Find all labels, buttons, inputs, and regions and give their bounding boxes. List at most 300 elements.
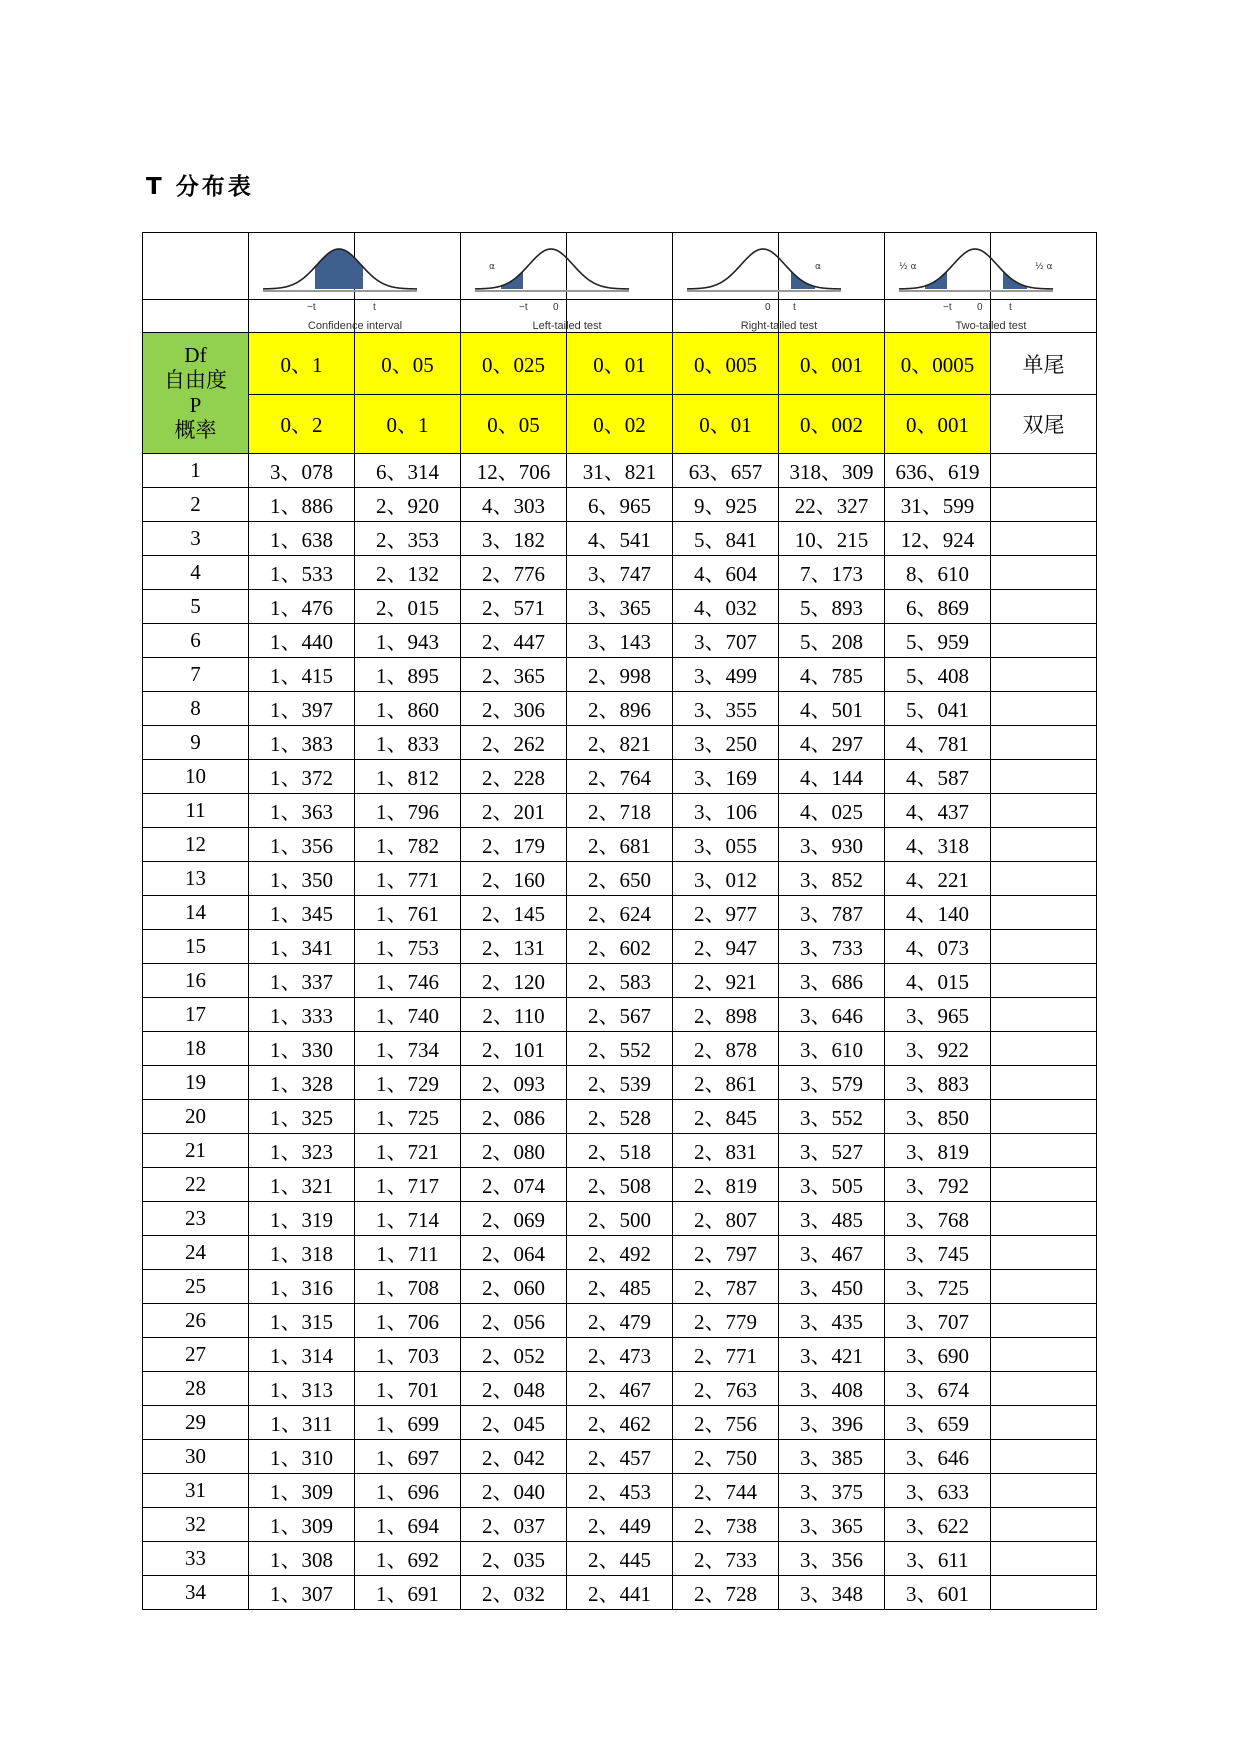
critical-value-cell: 2、445 (567, 1542, 673, 1576)
critical-value-cell: 2、132 (355, 556, 461, 590)
table-row (143, 556, 1097, 590)
critical-value-cell: 3、579 (779, 1066, 885, 1100)
critical-value-cell: 3、385 (779, 1440, 885, 1474)
critical-value-cell: 1、714 (355, 1202, 461, 1236)
one-tail-header-row (143, 333, 1097, 395)
critical-value-cell: 4、297 (779, 726, 885, 760)
one-tail-p: 0、025 (461, 333, 567, 395)
critical-value-cell: 2、064 (461, 1236, 567, 1270)
critical-value-cell: 1、761 (355, 896, 461, 930)
critical-value-cell: 2、861 (673, 1066, 779, 1100)
caption-left: Left-tailed test (532, 320, 602, 332)
critical-value-cell: 3、435 (779, 1304, 885, 1338)
critical-value-cell: 2、896 (567, 692, 673, 726)
critical-value-cell: 1、345 (249, 896, 355, 930)
critical-value-cell: 2、571 (461, 590, 567, 624)
critical-value-cell: 2、819 (673, 1168, 779, 1202)
table-row (143, 1202, 1097, 1236)
critical-value-cell: 3、646 (885, 1440, 991, 1474)
critical-value-cell: 1、319 (249, 1202, 355, 1236)
critical-value-cell: 2、845 (673, 1100, 779, 1134)
critical-value-cell: 2、074 (461, 1168, 567, 1202)
critical-value-cell: 2、120 (461, 964, 567, 998)
axis-zero: 0 (553, 302, 559, 313)
critical-value-cell: 1、328 (249, 1066, 355, 1100)
critical-value-cell: 2、110 (461, 998, 567, 1032)
critical-value-cell: 1、341 (249, 930, 355, 964)
table-row (143, 488, 1097, 522)
critical-value-cell: 2、032 (461, 1576, 567, 1610)
critical-value-cell: 2、728 (673, 1576, 779, 1610)
empty-cell (991, 1270, 1097, 1304)
critical-value-cell: 3、485 (779, 1202, 885, 1236)
empty-cell (991, 692, 1097, 726)
critical-value-cell: 3、012 (673, 862, 779, 896)
critical-value-cell: 4、303 (461, 488, 567, 522)
empty-cell (991, 760, 1097, 794)
critical-value-cell: 3、143 (567, 624, 673, 658)
empty-cell (991, 1100, 1097, 1134)
axis-t: t (793, 302, 796, 313)
critical-value-cell: 1、833 (355, 726, 461, 760)
table-row (143, 1474, 1097, 1508)
critical-value-cell: 1、734 (355, 1032, 461, 1066)
diagram-right-cell (673, 233, 821, 300)
critical-value-cell: 3、169 (673, 760, 779, 794)
critical-value-cell: 1、711 (355, 1236, 461, 1270)
critical-value-cell: 2、131 (461, 930, 567, 964)
caption-confidence: Confidence interval (307, 320, 403, 332)
critical-value-cell: 2、898 (673, 998, 779, 1032)
critical-value-cell: 2、365 (461, 658, 567, 692)
critical-value-cell: 2、738 (673, 1508, 779, 1542)
critical-value-cell: 1、943 (355, 624, 461, 658)
empty-cell (991, 624, 1097, 658)
one-tail-label: 单尾 (991, 333, 1097, 395)
df-cell: 18 (143, 1032, 249, 1066)
critical-value-cell: 4、032 (673, 590, 779, 624)
df-cell: 25 (143, 1270, 249, 1304)
critical-value-cell: 2、764 (567, 760, 673, 794)
df-cell: 15 (143, 930, 249, 964)
critical-value-cell: 2、056 (461, 1304, 567, 1338)
corner-cell (143, 233, 249, 300)
empty-cell (991, 1542, 1097, 1576)
two-tail-p: 0、002 (779, 395, 885, 454)
critical-value-cell: 1、310 (249, 1440, 355, 1474)
empty-cell (991, 1576, 1097, 1610)
page-title: T 分布表 (146, 174, 254, 200)
critical-value-cell: 9、925 (673, 488, 779, 522)
critical-value-cell: 8、610 (885, 556, 991, 590)
critical-value-cell: 1、315 (249, 1304, 355, 1338)
df-cn-label: 自由度 (164, 368, 227, 392)
critical-value-cell: 2、201 (461, 794, 567, 828)
critical-value-cell: 3、527 (779, 1134, 885, 1168)
critical-value-cell: 5、893 (779, 590, 885, 624)
empty-cell (991, 930, 1097, 964)
critical-value-cell: 4、541 (567, 522, 673, 556)
critical-value-cell: 2、500 (567, 1202, 673, 1236)
critical-value-cell: 3、707 (673, 624, 779, 658)
alpha-label: ½ α (899, 262, 917, 272)
df-cell: 31 (143, 1474, 249, 1508)
empty-cell (991, 1338, 1097, 1372)
critical-value-cell: 1、717 (355, 1168, 461, 1202)
df-cell: 22 (143, 1168, 249, 1202)
critical-value-cell: 3、106 (673, 794, 779, 828)
empty-cell (991, 1304, 1097, 1338)
critical-value-cell: 2、681 (567, 828, 673, 862)
critical-value-cell: 31、599 (885, 488, 991, 522)
critical-value-cell: 3、633 (885, 1474, 991, 1508)
critical-value-cell: 3、707 (885, 1304, 991, 1338)
empty-cell (991, 658, 1097, 692)
table-row (143, 1304, 1097, 1338)
critical-value-cell: 2、583 (567, 964, 673, 998)
critical-value-cell: 31、821 (567, 454, 673, 488)
df-cell: 13 (143, 862, 249, 896)
critical-value-cell: 2、552 (567, 1032, 673, 1066)
critical-value-cell: 3、792 (885, 1168, 991, 1202)
df-cell: 28 (143, 1372, 249, 1406)
critical-value-cell: 1、796 (355, 794, 461, 828)
table-row (143, 658, 1097, 692)
critical-value-cell: 3、819 (885, 1134, 991, 1168)
critical-value-cell: 3、250 (673, 726, 779, 760)
df-cell: 30 (143, 1440, 249, 1474)
critical-value-cell: 2、756 (673, 1406, 779, 1440)
critical-value-cell: 22、327 (779, 488, 885, 522)
critical-value-cell: 1、350 (249, 862, 355, 896)
critical-value-cell: 1、309 (249, 1474, 355, 1508)
critical-value-cell: 2、920 (355, 488, 461, 522)
empty-cell (991, 1372, 1097, 1406)
empty-cell (991, 1406, 1097, 1440)
critical-value-cell: 4、781 (885, 726, 991, 760)
critical-value-cell: 1、694 (355, 1508, 461, 1542)
critical-value-cell: 2、733 (673, 1542, 779, 1576)
density-curve (475, 249, 629, 289)
critical-value-cell: 3、646 (779, 998, 885, 1032)
critical-value-cell: 2、449 (567, 1508, 673, 1542)
critical-value-cell: 2、035 (461, 1542, 567, 1576)
critical-value-cell: 3、787 (779, 896, 885, 930)
critical-value-cell: 3、055 (673, 828, 779, 862)
critical-value-cell: 1、706 (355, 1304, 461, 1338)
critical-value-cell: 3、686 (779, 964, 885, 998)
density-curve (899, 249, 1053, 289)
critical-value-cell: 3、883 (885, 1066, 991, 1100)
df-cell: 20 (143, 1100, 249, 1134)
critical-value-cell: 2、262 (461, 726, 567, 760)
critical-value-cell: 4、015 (885, 964, 991, 998)
critical-value-cell: 2、528 (567, 1100, 673, 1134)
empty-cell (991, 556, 1097, 590)
critical-value-cell: 6、314 (355, 454, 461, 488)
critical-value-cell: 2、518 (567, 1134, 673, 1168)
critical-value-cell: 2、821 (567, 726, 673, 760)
critical-value-cell: 3、745 (885, 1236, 991, 1270)
critical-value-cell: 2、015 (355, 590, 461, 624)
axis-neg-t: −t (307, 302, 316, 313)
caption-two-cell (885, 300, 1027, 333)
empty-cell (991, 1508, 1097, 1542)
critical-value-cell: 3、408 (779, 1372, 885, 1406)
critical-value-cell: 2、467 (567, 1372, 673, 1406)
p-cn-label: 概率 (174, 418, 217, 442)
axis-zero: 0 (765, 302, 771, 313)
table-row (143, 1440, 1097, 1474)
table-row (143, 590, 1097, 624)
critical-value-cell: 2、921 (673, 964, 779, 998)
critical-value-cell: 2、650 (567, 862, 673, 896)
critical-value-cell: 12、706 (461, 454, 567, 488)
table-row (143, 1134, 1097, 1168)
critical-value-cell: 2、473 (567, 1338, 673, 1372)
critical-value-cell: 3、365 (567, 590, 673, 624)
table-row (143, 1338, 1097, 1372)
critical-value-cell: 1、440 (249, 624, 355, 658)
critical-value-cell: 2、086 (461, 1100, 567, 1134)
caption-right: Right-tailed test (740, 320, 818, 332)
critical-value-cell: 1、318 (249, 1236, 355, 1270)
table-row (143, 1542, 1097, 1576)
critical-value-cell: 3、182 (461, 522, 567, 556)
table-row (143, 1508, 1097, 1542)
alpha-label: α (815, 262, 821, 272)
critical-value-cell: 3、922 (885, 1032, 991, 1066)
empty-cell (991, 1474, 1097, 1508)
critical-value-cell: 5、959 (885, 624, 991, 658)
table-row (143, 692, 1097, 726)
critical-value-cell: 1、697 (355, 1440, 461, 1474)
critical-value-cell: 7、173 (779, 556, 885, 590)
df-label: Df (184, 343, 207, 367)
critical-value-cell: 1、308 (249, 1542, 355, 1576)
empty-cell (991, 454, 1097, 488)
critical-value-cell: 2、080 (461, 1134, 567, 1168)
table-row (143, 624, 1097, 658)
empty-cell (991, 964, 1097, 998)
critical-value-cell: 3、610 (779, 1032, 885, 1066)
critical-value-cell: 1、397 (249, 692, 355, 726)
df-cell: 29 (143, 1406, 249, 1440)
critical-value-cell: 3、499 (673, 658, 779, 692)
table-row (143, 726, 1097, 760)
critical-value-cell: 1、782 (355, 828, 461, 862)
two-tail-p: 0、1 (355, 395, 461, 454)
empty-cell (991, 488, 1097, 522)
critical-value-cell: 1、307 (249, 1576, 355, 1610)
table-row (143, 964, 1097, 998)
df-cell: 2 (143, 488, 249, 522)
diagram-confidence-cell (249, 233, 355, 300)
critical-value-cell: 1、356 (249, 828, 355, 862)
df-cell: 11 (143, 794, 249, 828)
critical-value-cell: 1、812 (355, 760, 461, 794)
critical-value-cell: 2、624 (567, 896, 673, 930)
critical-value-cell: 1、321 (249, 1168, 355, 1202)
critical-value-cell: 5、841 (673, 522, 779, 556)
critical-value-cell: 1、708 (355, 1270, 461, 1304)
critical-value-cell: 2、441 (567, 1576, 673, 1610)
caption-two: Two-tailed test (955, 320, 1027, 332)
critical-value-cell: 2、508 (567, 1168, 673, 1202)
diagram-left-cell (461, 233, 567, 300)
df-p-header (143, 333, 249, 454)
critical-value-cell: 4、140 (885, 896, 991, 930)
critical-value-cell: 4、587 (885, 760, 991, 794)
critical-value-cell: 2、479 (567, 1304, 673, 1338)
critical-value-cell: 3、375 (779, 1474, 885, 1508)
critical-value-cell: 4、501 (779, 692, 885, 726)
alpha-label: ½ α (1035, 262, 1053, 272)
one-tail-p: 0、1 (249, 333, 355, 395)
critical-value-cell: 1、895 (355, 658, 461, 692)
critical-value-cell: 2、069 (461, 1202, 567, 1236)
table-row (143, 862, 1097, 896)
critical-value-cell: 1、372 (249, 760, 355, 794)
critical-value-cell: 1、309 (249, 1508, 355, 1542)
critical-value-cell: 3、725 (885, 1270, 991, 1304)
critical-value-cell: 1、740 (355, 998, 461, 1032)
critical-value-cell: 1、753 (355, 930, 461, 964)
df-cell: 14 (143, 896, 249, 930)
critical-value-cell: 2、567 (567, 998, 673, 1032)
critical-value-cell: 1、860 (355, 692, 461, 726)
critical-value-cell: 3、852 (779, 862, 885, 896)
empty-cell (991, 1236, 1097, 1270)
critical-value-cell: 1、703 (355, 1338, 461, 1372)
critical-value-cell: 3、355 (673, 692, 779, 726)
critical-value-cell: 1、692 (355, 1542, 461, 1576)
critical-value-cell: 1、729 (355, 1066, 461, 1100)
table-row (143, 1236, 1097, 1270)
critical-value-cell: 3、601 (885, 1576, 991, 1610)
p-label: P (189, 393, 202, 417)
df-cell: 21 (143, 1134, 249, 1168)
table-row (143, 1100, 1097, 1134)
critical-value-cell: 2、037 (461, 1508, 567, 1542)
table-row (143, 1168, 1097, 1202)
critical-value-cell: 4、073 (885, 930, 991, 964)
critical-value-cell: 2、048 (461, 1372, 567, 1406)
critical-value-cell: 1、314 (249, 1338, 355, 1372)
df-cell: 32 (143, 1508, 249, 1542)
critical-value-cell: 3、611 (885, 1542, 991, 1576)
critical-value-cell: 3、365 (779, 1508, 885, 1542)
axis-neg-t: −t (943, 302, 952, 313)
caption-confidence-cell (249, 300, 403, 333)
critical-value-cell: 2、771 (673, 1338, 779, 1372)
critical-value-cell: 1、383 (249, 726, 355, 760)
critical-value-cell: 1、330 (249, 1032, 355, 1066)
empty-cell (991, 1066, 1097, 1100)
df-cell: 8 (143, 692, 249, 726)
critical-value-cell: 1、638 (249, 522, 355, 556)
critical-value-cell: 3、450 (779, 1270, 885, 1304)
two-tail-p: 0、05 (461, 395, 567, 454)
shaded-region (315, 249, 363, 289)
critical-value-cell: 3、768 (885, 1202, 991, 1236)
critical-value-cell: 5、041 (885, 692, 991, 726)
critical-value-cell: 1、721 (355, 1134, 461, 1168)
critical-value-cell: 2、060 (461, 1270, 567, 1304)
critical-value-cell: 2、831 (673, 1134, 779, 1168)
axis-t: t (1009, 302, 1012, 313)
critical-value-cell: 1、333 (249, 998, 355, 1032)
empty-cell (991, 1440, 1097, 1474)
critical-value-cell: 1、476 (249, 590, 355, 624)
critical-value-cell: 2、457 (567, 1440, 673, 1474)
critical-value-cell: 1、533 (249, 556, 355, 590)
critical-value-cell: 2、453 (567, 1474, 673, 1508)
table-row (143, 1066, 1097, 1100)
critical-value-cell: 1、325 (249, 1100, 355, 1134)
critical-value-cell: 3、674 (885, 1372, 991, 1406)
critical-value-cell: 2、539 (567, 1066, 673, 1100)
critical-value-cell: 2、040 (461, 1474, 567, 1508)
table-row (143, 1576, 1097, 1610)
critical-value-cell: 1、415 (249, 658, 355, 692)
one-tail-p: 0、01 (567, 333, 673, 395)
table-row (143, 896, 1097, 930)
df-cell: 33 (143, 1542, 249, 1576)
critical-value-cell: 4、318 (885, 828, 991, 862)
table-row (143, 930, 1097, 964)
df-cell: 17 (143, 998, 249, 1032)
df-cell: 16 (143, 964, 249, 998)
critical-value-cell: 2、763 (673, 1372, 779, 1406)
axis-t: t (373, 302, 376, 313)
critical-value-cell: 3、930 (779, 828, 885, 862)
critical-value-cell: 3、467 (779, 1236, 885, 1270)
critical-value-cell: 2、353 (355, 522, 461, 556)
critical-value-cell: 3、747 (567, 556, 673, 590)
critical-value-cell: 4、785 (779, 658, 885, 692)
critical-value-cell: 2、485 (567, 1270, 673, 1304)
df-cell: 26 (143, 1304, 249, 1338)
empty-cell (991, 794, 1097, 828)
critical-value-cell: 2、776 (461, 556, 567, 590)
diagram-two-cell (885, 233, 1053, 300)
critical-value-cell: 2、779 (673, 1304, 779, 1338)
critical-value-cell: 2、787 (673, 1270, 779, 1304)
empty-cell (991, 1168, 1097, 1202)
t-distribution-table (142, 232, 1097, 1610)
empty-cell (991, 998, 1097, 1032)
critical-value-cell: 2、160 (461, 862, 567, 896)
df-cell: 27 (143, 1338, 249, 1372)
critical-value-cell: 3、421 (779, 1338, 885, 1372)
critical-value-cell: 4、025 (779, 794, 885, 828)
critical-value-cell: 63、657 (673, 454, 779, 488)
critical-value-cell: 2、947 (673, 930, 779, 964)
critical-value-cell: 1、337 (249, 964, 355, 998)
critical-value-cell: 3、733 (779, 930, 885, 964)
critical-value-cell: 2、998 (567, 658, 673, 692)
critical-value-cell: 1、771 (355, 862, 461, 896)
one-tail-p: 0、001 (779, 333, 885, 395)
critical-value-cell: 6、965 (567, 488, 673, 522)
critical-value-cell: 1、313 (249, 1372, 355, 1406)
critical-value-cell: 1、701 (355, 1372, 461, 1406)
critical-value-cell: 1、691 (355, 1576, 461, 1610)
empty-cell (991, 590, 1097, 624)
axis-neg-t: −t (519, 302, 528, 313)
empty-cell (991, 726, 1097, 760)
